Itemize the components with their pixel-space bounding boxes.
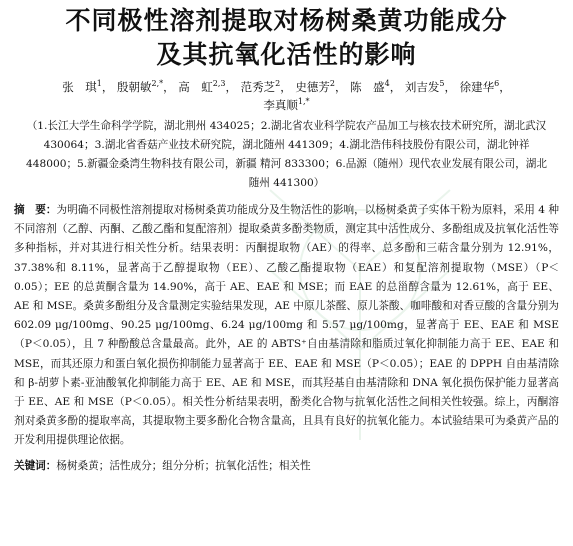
author-name: 徐建华: [459, 80, 495, 94]
author-name: 史德芳: [295, 80, 330, 94]
affiliations: （1.长江大学生命科学学院，湖北荆州 434025；2.湖北省农业科学院农产品加工与核农技术研究所，湖北武汉 430064；3.湖北省香菇产业技术研究院，湖北随州 441309；4.湖北浩伟科技股份有限公司，湖北钟祥 448000；5.新疆金桑湾生物科技有限公司，新疆 精河 833300；6.品源（随州）现代农业发展有限公司，湖北随州 441300）: [26, 120, 547, 189]
paper-title: [14, 4, 559, 72]
author-list: [14, 78, 559, 114]
title-line-2: 及其抗氧化活性的影响: [156, 40, 417, 69]
author-affiliation-mark: 2,*: [151, 79, 164, 89]
author: [350, 80, 390, 94]
author-affiliation-mark: 4: [384, 79, 390, 89]
author-affiliation-mark: 1,*: [297, 97, 310, 107]
keywords-label: 关键词：: [14, 459, 57, 472]
author-line-2: [14, 96, 559, 114]
author-name: 高 虹: [178, 80, 213, 94]
author-name: 殷朝敏: [116, 80, 152, 94]
author-affiliation-mark: 2: [275, 79, 281, 89]
author: [62, 80, 102, 94]
author: [460, 80, 500, 94]
abstract: [14, 201, 559, 451]
author-affiliation-mark: 2: [329, 79, 336, 89]
author: [263, 98, 309, 112]
author: [241, 80, 281, 94]
author-line-1: 张 琪$^1$， 殷朝敏$^{2,*}$， 高 虹$^{2,3}$， 范秀芝$^2$， 史德芳$^2$， 陈 盛$^4$， 刘吉发$^5$， 徐建华$^6$，: [62, 79, 511, 94]
author-affiliation-mark: 1: [96, 79, 102, 89]
author-name: 刘吉发: [404, 80, 440, 94]
author: [405, 80, 445, 94]
author: [295, 80, 335, 94]
abstract-text: 为明确不同极性溶剂提取对杨树桑黄功能成分及生物活性的影响，以杨树桑黄子实体干粉为原料，采用 4 种不同溶剂（乙醇、丙酮、乙酸乙酯和复配溶剂）提取桑黄多酚类物质，测定其中活性成分、多酚组成及抗氧化活性等多种指标，并对其进行相关性分析。结果表明：丙酮提取物（AE）的得率、总多酚和三萜含量分别为 12.91%，37.38%和 8.11%，显著高于乙醇提取物（EE）、乙酸乙酯提取物（EAE）和复配溶剂提取物（MSE）（P＜0.05）；EE 的总黄酮含量为 14.90%，高于 AE、EAE 和 MSE；而 EAE 的总甾醇含量为 12.61%，高于 EE、AE 和 MSE。桑黄多酚组分及含量测定实验结果发现，AE 中原儿茶醛、原儿茶酸、咖啡酸和对香豆酸的含量分别为 602.09 μg/100mg、90.25 μg/100mg、6.24 μg/100mg 和 5.57 μg/100mg，显著高于 EE、EAE 和 MSE（P＜0.05），且 7 种酚酸总含量最高。此外，AE 的 ABTS⁺自由基清除和脂质过氧化抑制能力高于 EE、EAE 和 MSE，而其还原力和蛋白氧化损伤抑制能力显著高于 EE、EAE 和 MSE（P＜0.05）；EAE 的 DPPH 自由基清除和 β-胡萝卜素-亚油酸氧化抑制能力高于 EE、AE 和 MSE，而其羟基自由基清除和 DNA 氧化损伤保护能力显著高于 EE、AE 和 MSE（P＜0.05）。相关性分析结果表明，酚类化合物与抗氧化活性之间相关性较强。综上，丙酮溶剂对桑黄多酚的提取率高，其提取物主要多酚化合物含量高，且具有良好的抗氧化能力。本试验结果可为桑黄产品的开发利用提供理论依据。: [14, 204, 559, 447]
author: [178, 80, 225, 94]
author-name: 陈 盛: [350, 80, 385, 94]
title-line-1: 不同极性溶剂提取对杨树桑黄功能成分: [65, 6, 508, 35]
author-affiliation-mark: 5: [439, 79, 445, 89]
author-name: 张 琪: [62, 80, 97, 94]
keywords: [14, 457, 559, 476]
author-affiliation-mark: 2,3: [212, 79, 226, 89]
author-name: 李真顺: [263, 98, 298, 112]
author: [117, 80, 163, 94]
keywords-text: 杨树桑黄；活性成分；组分分析；抗氧化活性；相关性: [56, 459, 311, 472]
author-affiliation-mark: 6: [494, 79, 500, 89]
abstract-label: 摘 要：: [14, 204, 57, 216]
author-name: 范秀芝: [240, 80, 276, 94]
